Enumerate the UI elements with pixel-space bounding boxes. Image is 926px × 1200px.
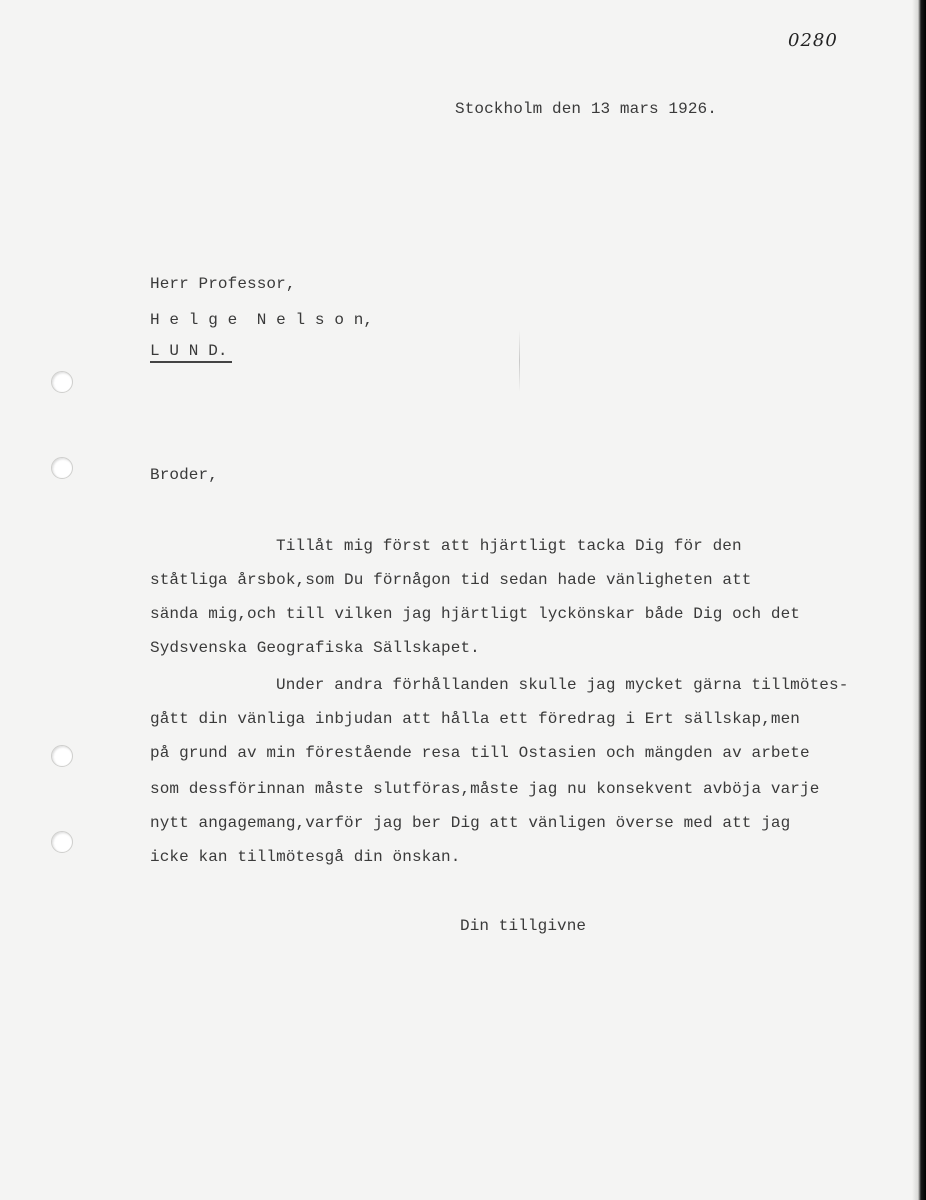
salutation: Broder, [150,466,218,484]
punch-hole [51,371,73,393]
body-line: nytt angagemang,varför jag ber Dig att vänligen överse med att jag [150,814,791,832]
body-line: ståtliga årsbok,som Du förnågon tid sedan hade vänligheten att [150,571,752,589]
body-line: Tillåt mig först att hjärtligt tacka Dig för den [276,537,742,555]
date-line: Stockholm den 13 mars 1926. [455,100,717,118]
address-title: Herr Professor, [150,275,296,293]
closing: Din tillgivne [460,917,587,935]
address-city: L U N D. [150,342,228,360]
address-name: H e l g e N e l s o n, [150,311,374,329]
body-line: icke kan tillmötesgå din önskan. [150,848,461,866]
body-line: Under andra förhållanden skulle jag mycket gärna tillmötes- [276,676,849,694]
body-line: på grund av min förestående resa till Ostasien och mängden av arbete [150,744,810,762]
punch-hole [51,745,73,767]
punch-hole [51,457,73,479]
body-line: Sydsvenska Geografiska Sällskapet. [150,639,480,657]
body-line: sända mig,och till vilken jag hjärtligt lyckönskar både Dig och det [150,605,801,623]
body-line: gått din vänliga inbjudan att hålla ett föredrag i Ert sällskap,men [150,710,801,728]
body-line: som dessförinnan måste slutföras,måste jag nu konsekvent avböja varje [150,780,820,798]
address-city-underline [150,361,232,363]
punch-hole [51,831,73,853]
paper-crease [519,330,520,392]
archive-number: 0280 [788,30,838,51]
